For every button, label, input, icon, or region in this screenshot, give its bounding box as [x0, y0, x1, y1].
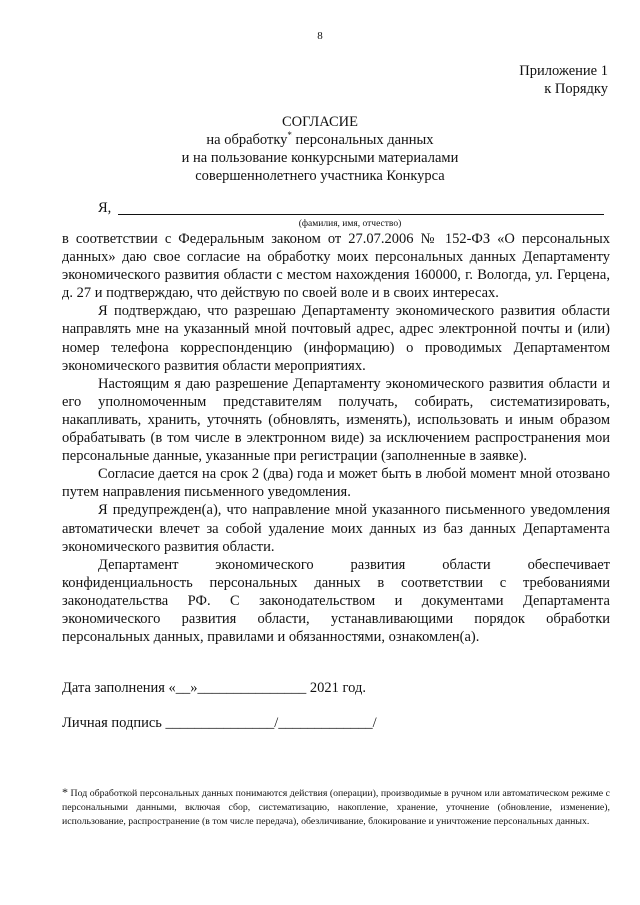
- title-line-3: совершеннолетнего участника Конкурса: [195, 168, 445, 184]
- full-name-field[interactable]: [98, 200, 604, 218]
- fill-date-line[interactable]: Дата заполнения «__»_______________ 2021 год.: [62, 680, 366, 696]
- document-title: [0, 113, 640, 185]
- footnote-mark: *: [62, 785, 68, 799]
- paragraph-5: Я предупрежден(а), что направление мной указанного письменного уведомления автоматически влечет за собой удаление моих данных из баз данных Департамента экономического развития области.: [62, 502, 610, 555]
- name-prefix: Я,: [98, 200, 112, 216]
- paragraph-3: Настоящим я даю разрешение Департаменту экономического развития области и его уполномоченным представителям получать, собирать, систематизировать, накапливать, хранить, уточнять (обновлять, изменять), использовать и иным образом обрабатывать (в том числе в электронном виде) за исключением распространения мои персональные данные, указанные при регистрации (заполненные в заявке).: [62, 375, 610, 465]
- paragraph-1: в соответствии с Федеральным законом от 27.07.2006 № 152-ФЗ «О персональных данных» даю свое согласие на обработку моих персональных данных Департаменту экономического развития области с местом нахождения 160000, г. Вологда, ул. Герцена, д. 27 и подтверждаю, что действую по своей воле и в своих интересах.: [62, 231, 610, 302]
- paragraph-4: Согласие дается на срок 2 (два) года и может быть в любой момент мной отозвано путем направления письменного уведомления.: [62, 466, 610, 501]
- footnote: [62, 786, 610, 828]
- title-line-1: [0, 131, 640, 149]
- title-line-1-part-b: персональных данных: [291, 132, 434, 148]
- consent-body: [62, 230, 610, 646]
- appendix-line-1: Приложение 1: [519, 63, 608, 79]
- signature-line[interactable]: Личная подпись _______________/_____________/: [62, 715, 377, 731]
- appendix-reference: [519, 62, 608, 98]
- footnote-reference-mark: *: [287, 130, 292, 141]
- paragraph-2: Я подтверждаю, что разрешаю Департаменту экономического развития области направлять мне на указанный мной почтовый адрес, адрес электронной почты и (или) номер телефона корреспонденцию (информацию) о проводимых Департаментом экономического развития области мероприятиях.: [62, 303, 610, 374]
- footnote-text: Под обработкой персональных данных понимаются действия (операции), производимые в ручном или автоматическом режиме с персональными данными, включая сбор, систематизацию, накопление, хранение, уточнение (обновление, изменение), использование, распространение (в том числе передача), обезличивание, блокирование и уничтожение персональных данных.: [62, 788, 610, 827]
- paragraph-6: Департамент экономического развития области обеспечивает конфиденциальность персональных данных в соответствии с требованиями законодательства РФ. С законодательством и документами Департамента экономического развития области, устанавливающими порядок обработки персональных данных, правилами и обязанностями, ознакомлен(а).: [62, 556, 610, 646]
- page-number: 8: [317, 30, 323, 42]
- title-line-1-part-a: на обработку: [206, 132, 288, 148]
- full-name-caption: (фамилия, имя, отчество): [298, 219, 402, 229]
- title-line-2: и на пользование конкурсными материалами: [181, 150, 459, 166]
- title-heading: СОГЛАСИЕ: [281, 114, 359, 130]
- name-blank-line[interactable]: [118, 214, 604, 215]
- appendix-line-2: к Порядку: [544, 81, 608, 97]
